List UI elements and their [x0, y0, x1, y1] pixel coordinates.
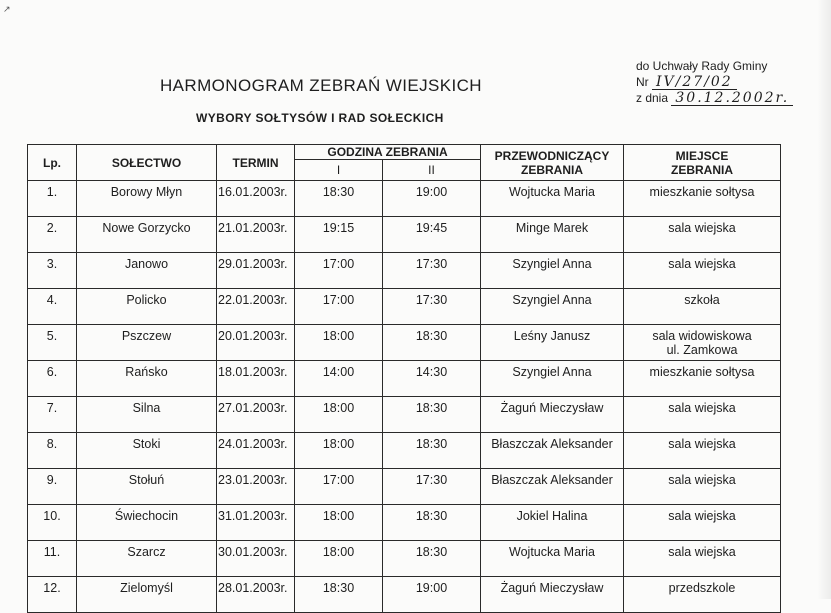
table-row	[28, 577, 781, 613]
header-przewodniczacy-line2: ZEBRANIA	[521, 162, 583, 177]
cell-solectwo: Świechocin	[77, 505, 217, 541]
cell-godzina-ii: 19:00	[383, 181, 481, 217]
cell-lp: 4.	[28, 289, 77, 325]
cell-termin: 20.01.2003r.	[217, 325, 295, 361]
cell-godzina-i: 18:30	[295, 577, 383, 613]
cell-miejsce: sala wiejska	[624, 469, 781, 505]
cell-przewodniczacy: Minge Marek	[481, 217, 624, 253]
cell-solectwo: Rańsko	[77, 361, 217, 397]
cell-przewodniczacy: Szyngiel Anna	[481, 253, 624, 289]
reference-number-line	[636, 74, 793, 90]
reference-date-label: z dnia	[636, 91, 669, 105]
cell-lp: 5.	[28, 325, 77, 361]
cell-termin: 30.01.2003r.	[217, 541, 295, 577]
cell-lp: 1.	[28, 181, 77, 217]
table-row	[28, 181, 781, 217]
header-miejsce-line1: MIEJSCE	[675, 148, 729, 163]
cell-lp: 10.	[28, 505, 77, 541]
cell-godzina-ii: 19:45	[383, 217, 481, 253]
cell-termin: 23.01.2003r.	[217, 469, 295, 505]
cell-miejsce: sala wiejska	[624, 541, 781, 577]
cell-godzina-ii: 18:30	[383, 325, 481, 361]
schedule-table	[27, 144, 781, 613]
table-row	[28, 217, 781, 253]
table-row	[28, 253, 781, 289]
cell-termin: 31.01.2003r.	[217, 505, 295, 541]
cell-termin: 18.01.2003r.	[217, 361, 295, 397]
cell-solectwo: Zielomyśl	[77, 577, 217, 613]
cell-lp: 12.	[28, 577, 77, 613]
cell-solectwo: Stoki	[77, 433, 217, 469]
cell-godzina-ii: 18:30	[383, 541, 481, 577]
cell-przewodniczacy: Jokiel Halina	[481, 505, 624, 541]
cell-godzina-i: 17:00	[295, 469, 383, 505]
cell-miejsce: szkoła	[624, 289, 781, 325]
table-row	[28, 433, 781, 469]
reference-date-line	[636, 90, 793, 106]
cell-godzina-ii: 17:30	[383, 469, 481, 505]
cell-godzina-i: 18:00	[295, 325, 383, 361]
table-row	[28, 469, 781, 505]
cell-lp: 7.	[28, 397, 77, 433]
header-lp: Lp.	[28, 145, 77, 181]
cell-godzina-i: 18:00	[295, 433, 383, 469]
cell-solectwo: Pszczew	[77, 325, 217, 361]
cell-termin: 16.01.2003r.	[217, 181, 295, 217]
cell-przewodniczacy: Błaszczak Aleksander	[481, 433, 624, 469]
cell-lp: 6.	[28, 361, 77, 397]
cell-solectwo: Silna	[77, 397, 217, 433]
cell-miejsce-line2: ul. Zamkowa	[666, 343, 738, 357]
cell-miejsce: sala wiejska	[624, 253, 781, 289]
reference-line-1: do Uchwały Rady Gminy	[636, 59, 768, 73]
reference-number-value: IV/27/02	[652, 75, 737, 90]
cell-solectwo: Janowo	[77, 253, 217, 289]
cell-miejsce: sala wiejska	[624, 433, 781, 469]
table-row	[28, 397, 781, 433]
cell-miejsce: mieszkanie sołtysa	[624, 181, 781, 217]
cell-lp: 3.	[28, 253, 77, 289]
header-solectwo: SOŁECTWO	[77, 145, 217, 181]
cell-godzina-i: 17:00	[295, 289, 383, 325]
cell-przewodniczacy: Żaguń Mieczysław	[481, 397, 624, 433]
cell-miejsce: sala wiejska	[624, 505, 781, 541]
cell-godzina-ii: 17:30	[383, 289, 481, 325]
header-termin: TERMIN	[217, 145, 295, 181]
cell-godzina-ii: 18:30	[383, 433, 481, 469]
header-przewodniczacy-line1: PRZEWODNICZĄCY	[494, 148, 610, 163]
header-godzina-i: I	[295, 160, 383, 181]
cell-przewodniczacy: Szyngiel Anna	[481, 289, 624, 325]
cell-lp: 2.	[28, 217, 77, 253]
header-miejsce-line2: ZEBRANIA	[671, 162, 733, 177]
cell-termin: 24.01.2003r.	[217, 433, 295, 469]
table-row	[28, 289, 781, 325]
table-row	[28, 505, 781, 541]
cell-lp: 9.	[28, 469, 77, 505]
cell-miejsce: przedszkole	[624, 577, 781, 613]
cell-godzina-i: 18:30	[295, 181, 383, 217]
cell-godzina-i: 14:00	[295, 361, 383, 397]
cell-godzina-ii: 17:30	[383, 253, 481, 289]
cell-godzina-ii: 14:30	[383, 361, 481, 397]
cell-termin: 22.01.2003r.	[217, 289, 295, 325]
table-row	[28, 361, 781, 397]
cell-termin: 28.01.2003r.	[217, 577, 295, 613]
cell-godzina-i: 18:00	[295, 505, 383, 541]
document-title: HARMONOGRAM ZEBRAŃ WIEJSKICH	[160, 76, 482, 95]
header-przewodniczacy	[481, 145, 624, 181]
cell-miejsce-line1: sala widowiskowa	[652, 329, 752, 343]
reference-number-label: Nr	[636, 75, 649, 89]
cell-termin: 21.01.2003r.	[217, 217, 295, 253]
header-godzina: GODZINA ZEBRANIA	[295, 145, 481, 160]
cell-przewodniczacy: Wojtucka Maria	[481, 541, 624, 577]
cell-lp: 8.	[28, 433, 77, 469]
cell-solectwo: Borowy Młyn	[77, 181, 217, 217]
cell-solectwo: Nowe Gorzycko	[77, 217, 217, 253]
cell-termin: 27.01.2003r.	[217, 397, 295, 433]
cell-godzina-ii: 19:00	[383, 577, 481, 613]
cell-miejsce: sala wiejska	[624, 217, 781, 253]
header-miejsce	[624, 145, 781, 181]
cell-przewodniczacy: Leśny Janusz	[481, 325, 624, 361]
cell-miejsce: mieszkanie sołtysa	[624, 361, 781, 397]
cell-solectwo: Policko	[77, 289, 217, 325]
document-subtitle: WYBORY SOŁTYSÓW I RAD SOŁECKICH	[196, 111, 444, 125]
table-row	[28, 325, 781, 361]
cell-godzina-i: 18:00	[295, 397, 383, 433]
cell-solectwo: Stołuń	[77, 469, 217, 505]
reference-date-value: 30.12.2002r.	[671, 91, 793, 106]
corner-mark: ↗	[3, 4, 11, 14]
table-row	[28, 541, 781, 577]
cell-godzina-i: 17:00	[295, 253, 383, 289]
cell-solectwo: Szarcz	[77, 541, 217, 577]
cell-przewodniczacy: Szyngiel Anna	[481, 361, 624, 397]
cell-godzina-i: 18:00	[295, 541, 383, 577]
cell-przewodniczacy: Żaguń Mieczysław	[481, 577, 624, 613]
cell-przewodniczacy: Błaszczak Aleksander	[481, 469, 624, 505]
header-godzina-ii: II	[383, 160, 481, 181]
cell-godzina-ii: 18:30	[383, 397, 481, 433]
scan-shadow	[817, 0, 831, 599]
cell-godzina-i: 19:15	[295, 217, 383, 253]
cell-przewodniczacy: Wojtucka Maria	[481, 181, 624, 217]
resolution-reference	[636, 58, 793, 106]
cell-lp: 11.	[28, 541, 77, 577]
cell-miejsce	[624, 325, 781, 361]
cell-termin: 29.01.2003r.	[217, 253, 295, 289]
cell-miejsce: sala wiejska	[624, 397, 781, 433]
cell-godzina-ii: 18:30	[383, 505, 481, 541]
